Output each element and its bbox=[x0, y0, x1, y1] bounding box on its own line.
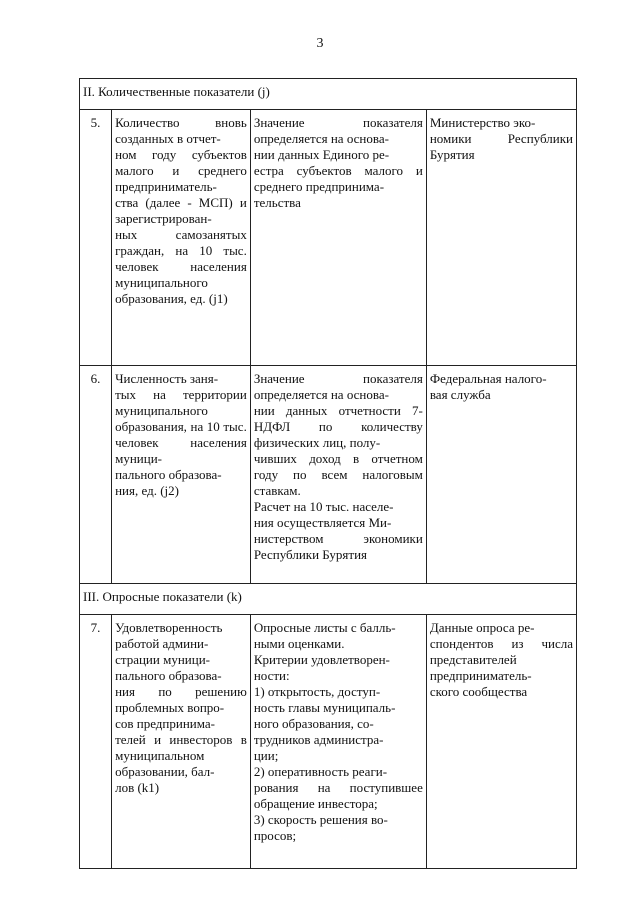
data-source-cell: Федеральная налого- вая служба bbox=[426, 366, 576, 584]
table-row bbox=[80, 366, 577, 584]
section-header-row bbox=[80, 584, 577, 615]
row-number: 5. bbox=[80, 110, 112, 366]
indicator-name-cell: Количество вновь созданных в отчет- ном году субъектов малого и среднего предприниматель- ства (далее - МСП) и зарегистрирован- ных самозанятых граждан, на 10 тыс. человек населения муниципального образования, ед. (j1) bbox=[112, 110, 251, 366]
indicator-name-cell: Численность заня- тых на территории муниципального образования, на 10 тыс. человек населения муници- пального образова- ния, ед. (j2) bbox=[112, 366, 251, 584]
section-title-survey: III. Опросные показатели (k) bbox=[80, 584, 577, 615]
indicator-name-cell: Удовлетворенность работой админи- страции муници- пального образова- ния по решению проблемных вопро- сов предпринима- телей и инвесторов в муниципальном образовании, бал- лов (k1) bbox=[112, 615, 251, 869]
indicators-table bbox=[79, 78, 577, 869]
calculation-method-cell: Значение показателя определяется на основа- нии данных отчетности 7-НДФЛ по количеству физических лиц, полу- чивших доход в отчетном году по всем налоговым ставкам. Расчет на 10 тыс. населе- ния осуществляется Ми- нистерством экономики Республики Бурятия bbox=[250, 366, 426, 584]
calculation-method-cell: Опросные листы с балль- ными оценками. Критерии удовлетворен- ности: 1) открытость, доступ- ность главы муниципаль- ного образования, со- трудников администра- ции; 2) оперативность реаги- рования на поступившее обращение инвестора; 3) скорость решения во- просов; bbox=[250, 615, 426, 869]
calculation-method-cell: Значение показателя определяется на основа- нии данных Единого ре- естра субъектов малого и среднего предпринима- тельства bbox=[250, 110, 426, 366]
data-source-cell: Министерство эко- номики Республики Бурятия bbox=[426, 110, 576, 366]
section-title-quantitative: II. Количественные показатели (j) bbox=[80, 79, 577, 110]
table-row bbox=[80, 110, 577, 366]
row-number: 7. bbox=[80, 615, 112, 869]
table-row bbox=[80, 615, 577, 869]
row-number: 6. bbox=[80, 366, 112, 584]
page-number: 3 bbox=[316, 36, 324, 51]
data-source-cell: Данные опроса ре- спондентов из числа представителей предприниматель- ского сообщества bbox=[426, 615, 576, 869]
section-header-row bbox=[80, 79, 577, 110]
